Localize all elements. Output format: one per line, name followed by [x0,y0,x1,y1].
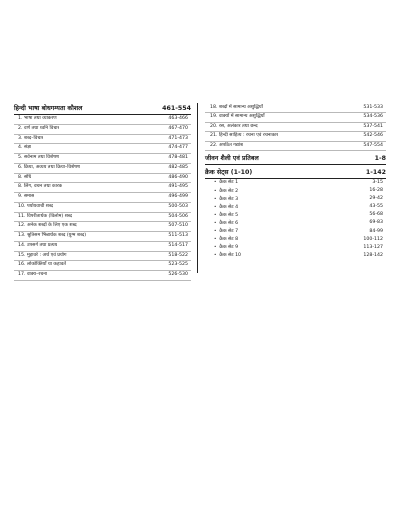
toc-label: 8. लिंग, वचन तथा कारक [18,184,63,190]
toc-pages: 547-554 [363,142,383,148]
section-heading-lifestyle [205,153,386,164]
toc-pages: 29-42 [369,196,383,202]
toc-label: 1. भाषा तथा व्याकरण [18,116,57,121]
toc-label: • क्रैक सेट 5 [205,211,238,220]
toc-pages: 534-536 [363,114,383,120]
toc-pages: 478-481 [168,155,188,160]
toc-label: 6. क्रिया, अव्यय तथा क्रिया–विशेषण [18,164,81,170]
toc-label: 9. समास [18,194,35,199]
toc-label: 13. श्रुतिसम भिन्नार्थक शब्द (युग्म शब्द) [18,233,87,238]
toc-row[interactable] [14,203,191,213]
toc-pages: 486-490 [168,174,188,180]
toc-row[interactable] [205,252,386,260]
toc-pages: 523-525 [168,262,188,268]
toc-label: 5. सर्वनाम तथा विशेषण [18,155,60,160]
right-column [205,104,386,260]
toc-pages: 3-15 [372,179,383,185]
toc-row[interactable] [14,222,191,232]
toc-label: • क्रैक सेट 2 [205,187,238,196]
chapter-list [14,115,191,281]
toc-pages: 467-470 [168,125,188,131]
section-pages: 461-554 [162,105,191,112]
toc-row[interactable] [14,213,191,223]
toc-label: • क्रैक सेट 1 [205,178,238,187]
toc-row[interactable] [14,242,191,252]
toc-pages: 542-546 [363,133,383,139]
toc-pages: 491-495 [168,184,188,190]
toc-row[interactable] [14,135,191,145]
section-pages: 1-142 [365,168,386,176]
toc-row[interactable] [205,142,386,151]
toc-pages: 482-485 [168,164,188,170]
toc-pages: 504-506 [168,213,188,219]
crack-set-list [205,179,386,260]
toc-label: • क्रैक सेट 7 [205,227,238,236]
toc-row[interactable] [14,115,191,125]
toc-pages: 128-142 [363,252,383,258]
toc-pages: 474-477 [168,145,188,151]
toc-pages: 531-533 [363,105,383,110]
toc-row[interactable] [14,144,191,154]
toc-label: • क्रैक सेट 8 [205,235,238,244]
toc-row[interactable] [14,261,191,271]
toc-row[interactable] [14,125,191,135]
toc-row[interactable] [14,154,191,164]
toc-pages: 56-68 [369,212,383,218]
toc-label: 15. मुहावरे : अर्थ एवं प्रयोग [18,252,67,258]
toc-label: 11. विपरीतार्थक (विलोम) शब्द [18,213,72,219]
toc-pages: 507-510 [168,223,188,229]
toc-label: • क्रैक सेट 4 [205,203,238,212]
toc-label: 14. उपसर्ग तथा प्रत्यय [18,242,58,248]
toc-label: 12. अनेक शब्दों के लिए एक शब्द [18,223,77,229]
toc-row[interactable] [14,252,191,262]
toc-label: 18. शब्दों में सामान्य अशुद्धियाँ [210,105,263,110]
section-heading-crack-sets [205,167,386,178]
toc-label: 17. वाक्य–रचना [18,272,48,277]
toc-pages: 16-28 [369,188,383,194]
toc-row[interactable] [205,123,386,132]
toc-label: 8. संधि [18,174,32,180]
toc-pages: 511-513 [168,233,188,238]
toc-pages: 500-503 [168,203,188,209]
toc-row[interactable] [14,183,191,193]
toc-label: 16. लोकोक्तियाँ या कहावतें [18,262,66,268]
toc-pages: 69-83 [369,220,383,226]
toc-row[interactable] [14,174,191,184]
toc-label: 3. शब्द–विचार [18,135,44,141]
toc-row[interactable] [14,232,191,242]
toc-label: • क्रैक सेट 6 [205,219,238,228]
toc-label: 19. वाक्यों में सामान्य अशुद्धियाँ [210,114,265,120]
toc-row[interactable] [14,193,191,203]
toc-label: 20. रस, अलंकार तथा छन्द [210,123,258,129]
toc-row[interactable] [205,132,386,141]
toc-pages: 113-127 [363,244,383,250]
toc-label: 22. अपठित गद्यांश [210,142,244,148]
section-title: हिन्दी भाषा बोधगम्यता कौशल [14,105,83,112]
toc-pages: 471-473 [168,135,188,141]
toc-row[interactable] [205,113,386,122]
toc-pages: 496-499 [168,194,188,199]
toc-pages: 526-530 [168,272,188,277]
section-title: जीवन शैली एवं प्रतिबल [205,154,259,162]
toc-pages: 43-55 [369,204,383,210]
toc-pages: 518-522 [168,252,188,258]
toc-row[interactable] [205,104,386,113]
toc-pages: 463-466 [168,116,188,121]
left-column [14,103,191,281]
section-title: क्रैक सेट्स (1-10) [205,168,253,176]
toc-row[interactable] [14,164,191,174]
toc-label: 4. संज्ञा [18,145,32,151]
section-pages: 1-8 [374,154,386,162]
toc-row[interactable] [14,271,191,281]
section-heading-hindi [14,103,191,114]
toc-label: • क्रैक सेट 3 [205,195,238,204]
toc-pages: 84-99 [369,228,383,234]
column-divider [197,103,198,273]
chapter-list-continued [205,104,386,151]
toc-label: 10. पर्यायवाची शब्द [18,203,53,209]
toc-pages: 514-517 [168,242,188,248]
toc-pages: 537-541 [363,123,383,129]
toc-label: 2. वर्ण तथा ध्वनि विचार [18,125,60,131]
toc-label: • क्रैक सेट 9 [205,243,238,252]
toc-pages: 100-112 [363,236,383,242]
toc-label: • क्रैक सेट 10 [205,251,241,260]
toc-label: 21. हिन्दी साहित्य : रचना एवं रचनाकार [210,133,279,139]
